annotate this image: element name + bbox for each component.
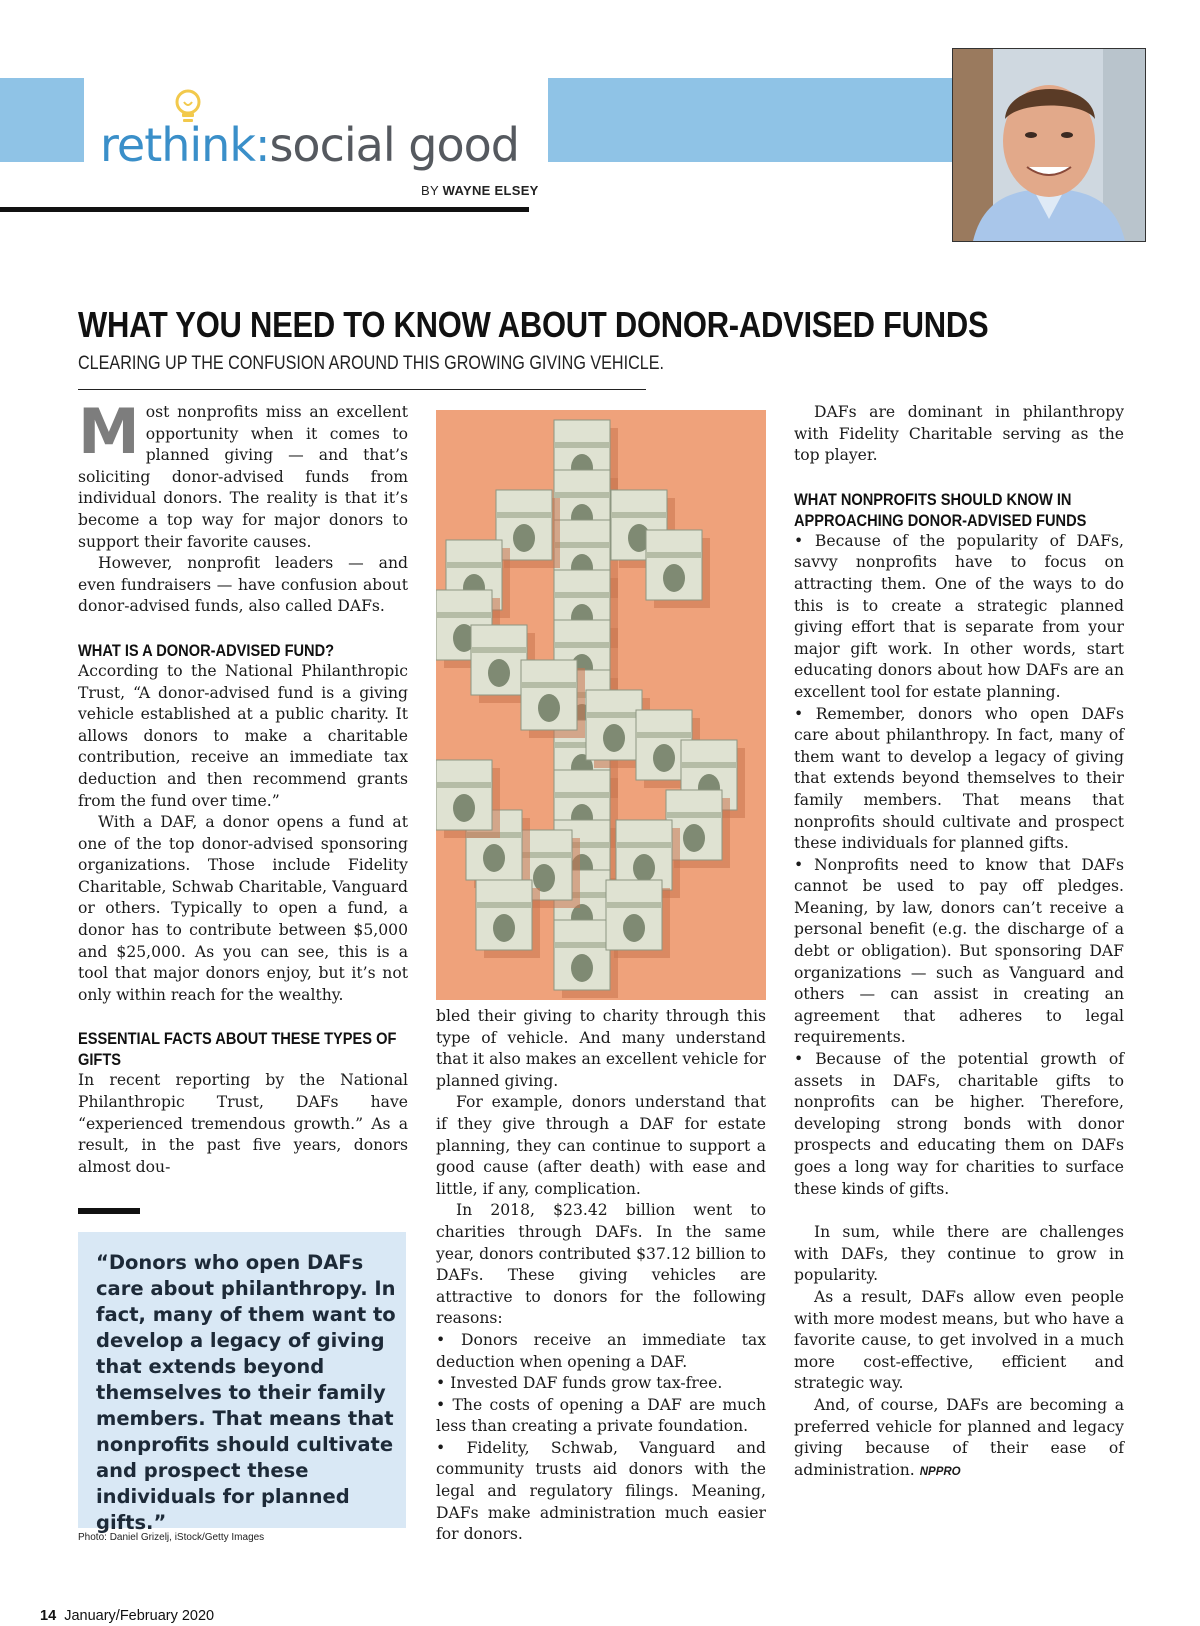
header-rule [0,207,529,212]
paragraph: As a result, DAFs allow even people with more modest means, but who have a favorite cause, to get involved in a much more cost-effective, efficient and strategic way. [794,1287,1124,1393]
drop-cap: M [78,395,140,468]
logo-part-rethink: rethink: [100,118,270,172]
column-3 [794,402,1124,1483]
photo-credit: Photo: Daniel Grizelj, iStock/Getty Images [78,1532,265,1543]
article-headline: WHAT YOU NEED TO KNOW ABOUT DONOR-ADVISED FUNDS [78,304,989,345]
folded-bill [521,660,585,738]
author-photo [952,48,1146,242]
author-headshot-image [953,49,1145,241]
bullet-item: • The costs of opening a DAF are much less than creating a private foundation. [436,1395,766,1436]
bullet-item: • Because of the potential growth of assets in DAFs, charitable gifts to nonprofits can be higher. Therefore, developing strong bonds with donor prospects and educating them on DAFs goes a long way for charities to surface these kinds of gifts. [794,1050,1124,1198]
bullet-item: • Because of the popularity of DAFs, savvy nonprofits have to focus on attracting them. One of the ways to do this is to create a strategic planned giving effort that is separate from your major gift work. In other words, start educating donors about how DAFs are an excellent tool for estate planning. [794,531,1124,701]
deck-rule [78,389,646,390]
paragraph: However, nonprofit leaders — and even fundraisers — have confusion about donor-advised funds, also called DAFs. [78,554,408,616]
paragraph: According to the National Philanthropic Trust, “A donor-advised fund is a giving vehicle established at a public charity. It allows donors to make a charitable contribution, receive an immediate tax deduction and then recommend grants from the fund over time.” [78,661,408,810]
closing-text: And, of course, DAFs are becoming a preferred vehicle for planned and legacy giving because of their ease of administration. [794,1395,1124,1479]
folded-bill [436,760,500,838]
folded-bill [606,880,670,958]
page-number: 14 [40,1608,57,1624]
issue-date: January/February 2020 [64,1608,215,1624]
column-logo [100,118,519,172]
paragraph: DAFs are dominant in philanthropy with Fidelity Charitable serving as the top player. [794,403,1124,465]
header-accent-right [548,78,952,162]
bullet-item: • Fidelity, Schwab, Vanguard and community trusts aid donors with the legal and regulatory filings. Meaning, DAFs make administration much easier for donors. [436,1438,766,1544]
pullquote-text: “Donors who open DAFs care about philanthropy. In fact, many of them want to develop a legacy of giving that extends beyond themselves to their family members. That means that nonprofits should cultivate and prospect these individuals for planned gifts.” [96,1251,396,1534]
bullet-item: • Invested DAF funds grow tax-free. [436,1374,723,1393]
folded-bill [646,530,710,608]
byline-author: WAYNE ELSEY [442,183,539,198]
subhead-essential-facts: ESSENTIAL FACTS ABOUT THESE TYPES OF GIFTS [78,1029,397,1070]
logo-part-social-good: social good [269,118,519,172]
intro-text: ost nonprofits miss an excellent opportunity when it comes to planned giving — and that’s soliciting donor-advised funds from individual donors. The reality is that it’s become a top way for major donors to support their favorite causes. [78,403,408,551]
signoff-mark: NPPRO [919,1465,961,1478]
header-accent-left [0,78,84,162]
byline [421,183,539,198]
pullquote-box [78,1232,406,1534]
bullet-item: • Nonprofits need to know that DAFs cannot be used to pay off pledges. Meaning, by law, donors can’t receive a personal benefit (e.g. the discharge of a debt or obligation). But sponsoring DAF organizations — such as Vanguard and others — can assist in creating an agreement that adheres to legal requirements. [794,855,1124,1047]
paragraph: In sum, while there are challenges with DAFs, they continue to grow in popularity. [794,1223,1124,1285]
subhead-what-is-daf: WHAT IS A DONOR-ADVISED FUND? [78,640,335,660]
column-1 [78,395,408,1178]
bullet-item: • Remember, donors who open DAFs care about philanthropy. In fact, many of them want to develop a legacy of giving that extends beyond themselves to their family members. That means that nonprofits should cultivate and prospect these individuals for planned gifts. [794,704,1124,853]
subhead-what-nonprofits-should-know: WHAT NONPROFITS SHOULD KNOW IN APPROACHING DONOR-ADVISED FUNDS [794,489,1087,530]
paragraph [794,1395,1124,1483]
column-2 [436,1006,766,1546]
paragraph: With a DAF, a donor opens a fund at one of the top donor-advised sponsoring organizations. Those include Fidelity Charitable, Schwab Charitable, Vanguard or others. Typically to open a fund, a donor has to contribute between $5,000 and $25,000. As you can see, this is a tool that major donors enjoy, but it’s not only within reach for the wealthy. [78,813,408,1004]
paragraph: In recent reporting by the National Philanthropic Trust, DAFs have “experienced tremendous growth.” As a result, in the past five years, donors almost dou- [78,1071,408,1176]
paragraph: In 2018, $23.42 billion went to charities through DAFs. In the same year, donors contributed $37.12 billion to DAFs. These giving vehicles are attractive to donors for the following reasons: [436,1201,766,1328]
dollar-sign-illustration [436,410,766,1000]
byline-prefix: BY [421,183,439,198]
article-deck: CLEARING UP THE CONFUSION AROUND THIS GROWING GIVING VEHICLE. [78,353,664,374]
bullet-item: • Donors receive an immediate tax deduction when opening a DAF. [436,1330,766,1371]
dollar-bills-image [436,410,766,1000]
page-footer [40,1608,214,1624]
folded-bill [476,880,540,958]
paragraph: For example, donors understand that if they give through a DAF for estate planning, they can continue to support a good cause (after death) with ease and little, if any, complication. [436,1093,766,1198]
pullquote-rule [78,1208,140,1214]
paragraph-intro [78,395,408,553]
paragraph: bled their giving to charity through this type of vehicle. And many understand that it also makes an excellent vehicle for planned giving. [436,1007,766,1090]
